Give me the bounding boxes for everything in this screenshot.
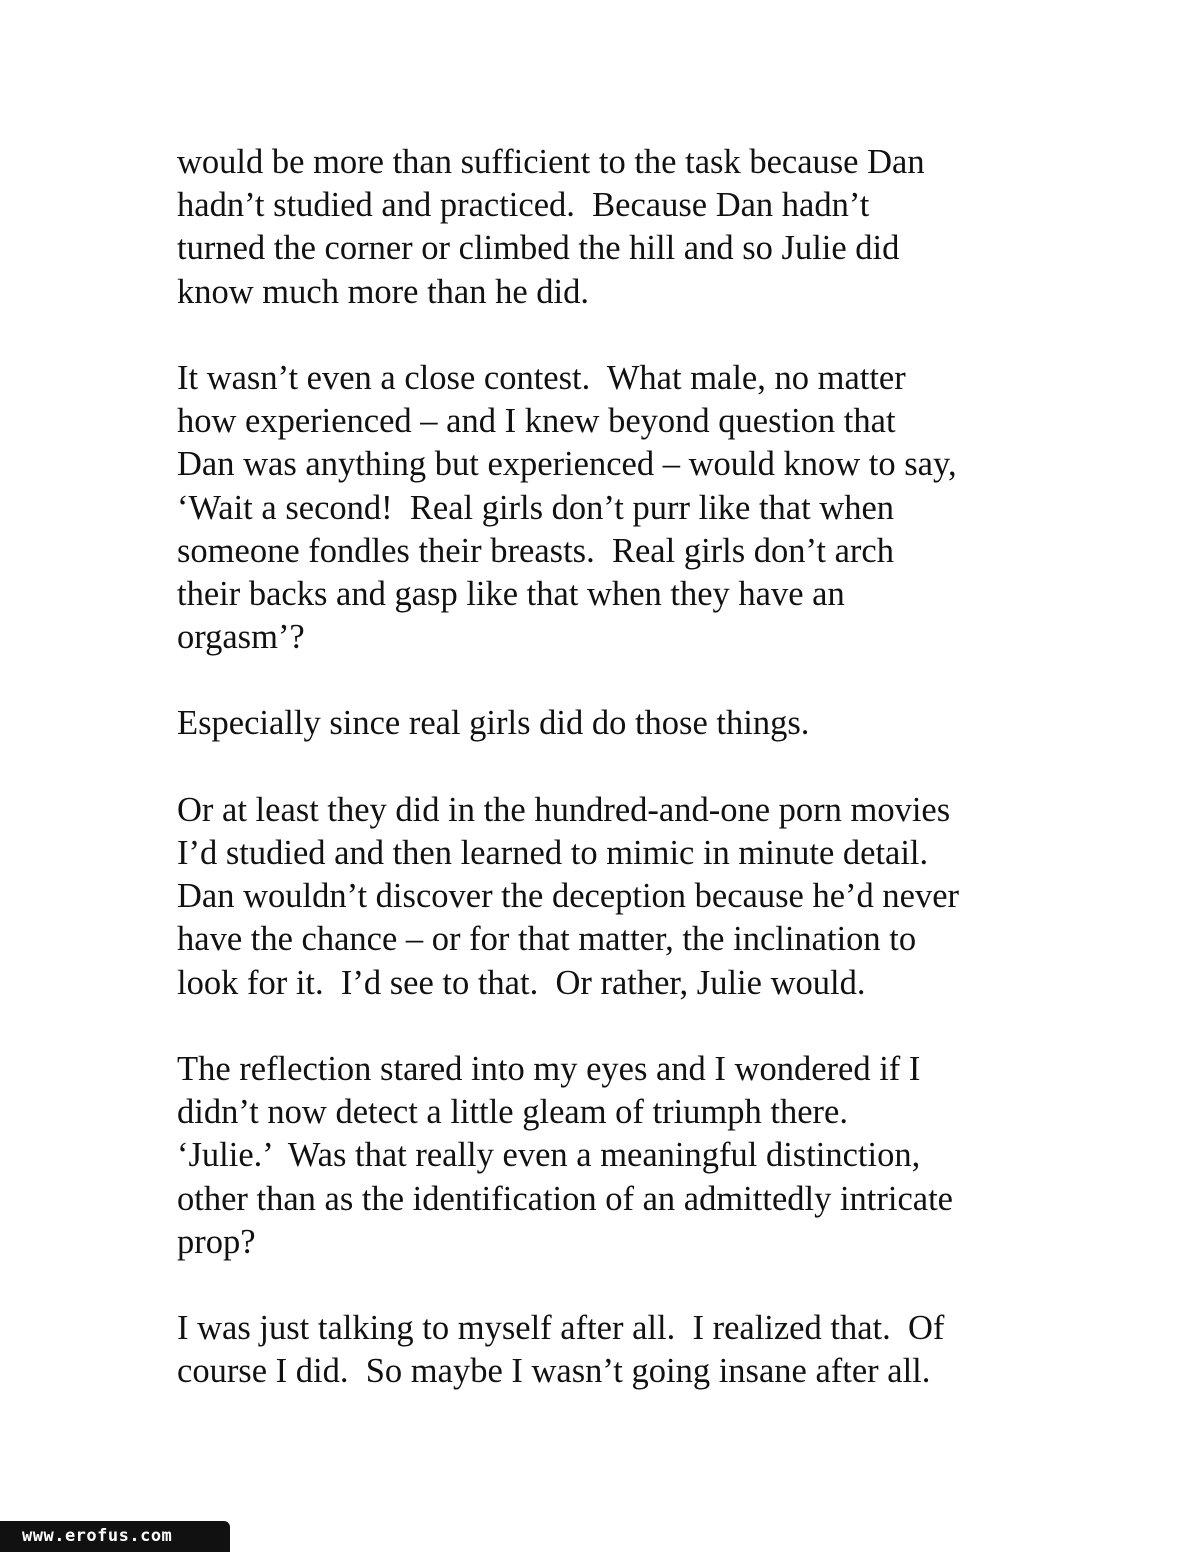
paragraph-2 — [177, 357, 1057, 659]
text-line: turned the corner or climbed the hill and so Julie did — [177, 229, 900, 268]
text-line: ‘Julie.’ Was that really even a meaningful distinction, — [177, 1136, 921, 1175]
paragraph-gap — [177, 1264, 1057, 1307]
text-line: prop? — [177, 1222, 256, 1261]
text-line: how experienced – and I knew beyond question that — [177, 402, 896, 441]
watermark-text: www.erofus.com — [22, 1526, 173, 1546]
text-line: I was just talking to myself after all. I realized that. Of — [177, 1309, 945, 1348]
text-line: know much more than he did. — [177, 272, 589, 311]
text-line: The reflection stared into my eyes and I wondered if I — [177, 1049, 921, 1088]
paragraph-1 — [177, 141, 1057, 314]
text-line: hadn’t studied and practiced. Because Dan hadn’t — [177, 186, 870, 225]
paragraph-3 — [177, 702, 1057, 745]
paragraph-4 — [177, 789, 1057, 1005]
text-line: other than as the identification of an admittedly intricate — [177, 1179, 953, 1218]
text-line: their backs and gasp like that when they have an — [177, 574, 845, 613]
text-line: Especially since real girls did do those things. — [177, 704, 810, 743]
text-line: I’d studied and then learned to mimic in minute detail. — [177, 834, 929, 872]
text-line: Or at least they did in the hundred-and-one porn movies — [177, 790, 951, 829]
paragraph-gap — [177, 314, 1057, 357]
text-line: course I did. So maybe I wasn’t going insane after all. — [177, 1352, 931, 1391]
paragraph-gap — [177, 746, 1057, 789]
text-line: look for it. I’d see to that. Or rather, Julie would. — [177, 963, 866, 1002]
text-line: have the chance – or for that matter, the inclination to — [177, 920, 917, 959]
text-line: didn’t now detect a little gleam of triumph there. — [177, 1093, 848, 1132]
text-line: someone fondles their breasts. Real girls don’t arch — [177, 531, 894, 570]
text-line: Dan was anything but experienced – would know to say, — [177, 445, 957, 484]
text-line: Dan wouldn’t discover the deception because he’d never — [177, 877, 960, 916]
text-line: ‘Wait a second! Real girls don’t purr like that when — [177, 488, 895, 527]
body-text — [177, 141, 1057, 1393]
paragraph-gap — [177, 659, 1057, 702]
paragraph-5 — [177, 1048, 1057, 1264]
text-line: It wasn’t even a close contest. What male, no matter — [177, 358, 906, 397]
text-line: orgasm’? — [177, 618, 305, 657]
paragraph-gap — [177, 1005, 1057, 1048]
paragraph-6 — [177, 1307, 1057, 1393]
text-line: would be more than sufficient to the task because Dan — [177, 143, 925, 181]
watermark-badge — [0, 1521, 230, 1552]
